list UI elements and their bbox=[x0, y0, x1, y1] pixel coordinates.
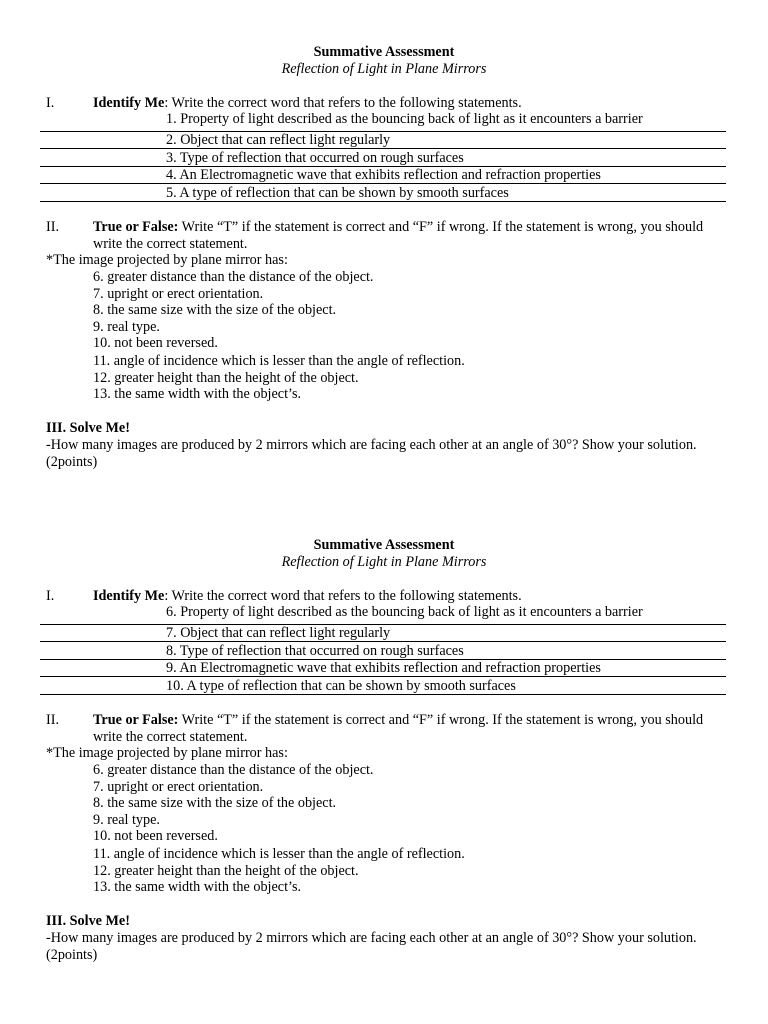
assessment-title: Summative Assessment bbox=[313, 537, 455, 553]
identify-item-text: 1. Property of light described as the bouncing back of light as it encounters a barrier bbox=[166, 111, 643, 127]
part2-instruction-text: Write “T” if the statement is correct and “F” if wrong. If the statement is wrong, you should write the correct statement. bbox=[93, 219, 704, 252]
part3-question: -How many images are produced by 2 mirrors which are facing each other at an angle of 30°? Show your solution. (2points) bbox=[46, 437, 697, 470]
identify-item-text: 5. A type of reflection that can be shown by smooth surfaces bbox=[166, 185, 509, 201]
identify-item bbox=[40, 185, 726, 202]
identify-item bbox=[40, 132, 726, 149]
part1-numeral: I. bbox=[46, 588, 55, 604]
assessment-subtitle: Reflection of Light in Plane Mirrors bbox=[281, 554, 487, 570]
identify-item bbox=[40, 660, 726, 677]
true-false-item: 11. angle of incidence which is lesser than the angle of reflection. bbox=[93, 846, 465, 862]
part2-instruction bbox=[93, 219, 723, 252]
part2-numeral: II. bbox=[46, 219, 59, 235]
part2-note: *The image projected by plane mirror has: bbox=[46, 745, 288, 761]
part2-note: *The image projected by plane mirror has: bbox=[46, 252, 288, 268]
answer-line bbox=[40, 183, 726, 184]
identify-item-text: 6. Property of light described as the bouncing back of light as it encounters a barrier bbox=[166, 604, 643, 620]
true-false-item: 10. not been reversed. bbox=[93, 828, 218, 844]
identify-item-text: 10. A type of reflection that can be shown by smooth surfaces bbox=[166, 678, 516, 694]
part1-instruction-text: : Write the correct word that refers to the following statements. bbox=[164, 95, 522, 111]
identify-item bbox=[40, 678, 726, 695]
true-false-item: 8. the same size with the size of the object. bbox=[93, 795, 337, 811]
part2-instruction bbox=[93, 712, 723, 745]
identify-item-text: 7. Object that can reflect light regularly bbox=[166, 625, 391, 641]
part2-instruction-text: Write “T” if the statement is correct and “F” if wrong. If the statement is wrong, you should write the correct statement. bbox=[93, 712, 704, 745]
answer-line bbox=[40, 694, 726, 695]
identify-item bbox=[40, 604, 726, 621]
part1-instruction-text: : Write the correct word that refers to the following statements. bbox=[164, 588, 522, 604]
identify-item bbox=[40, 643, 726, 660]
identify-item-text: 9. An Electromagnetic wave that exhibits reflection and refraction properties bbox=[166, 660, 601, 676]
assessment-subtitle: Reflection of Light in Plane Mirrors bbox=[281, 61, 487, 77]
part3-heading: III. Solve Me! bbox=[46, 420, 130, 436]
identify-item-text: 4. An Electromagnetic wave that exhibits reflection and refraction properties bbox=[166, 167, 601, 183]
identify-item bbox=[40, 167, 726, 184]
true-false-item: 11. angle of incidence which is lesser than the angle of reflection. bbox=[93, 353, 465, 369]
identify-item-text: 3. Type of reflection that occurred on rough surfaces bbox=[166, 150, 464, 166]
part2-label: True or False: bbox=[93, 712, 179, 728]
assessment-title: Summative Assessment bbox=[313, 44, 455, 60]
true-false-item: 7. upright or erect orientation. bbox=[93, 779, 264, 795]
identify-item bbox=[40, 625, 726, 642]
part2-numeral: II. bbox=[46, 712, 59, 728]
identify-item-text: 2. Object that can reflect light regularly bbox=[166, 132, 391, 148]
true-false-item: 13. the same width with the object’s. bbox=[93, 386, 302, 402]
part3-question: -How many images are produced by 2 mirrors which are facing each other at an angle of 30°? Show your solution. (2points) bbox=[46, 930, 697, 963]
identify-item-text: 8. Type of reflection that occurred on rough surfaces bbox=[166, 643, 464, 659]
true-false-item: 6. greater distance than the distance of the object. bbox=[93, 762, 374, 778]
true-false-item: 10. not been reversed. bbox=[93, 335, 218, 351]
answer-line bbox=[40, 676, 726, 677]
answer-line bbox=[40, 641, 726, 642]
true-false-item: 6. greater distance than the distance of the object. bbox=[93, 269, 374, 285]
part2-label: True or False: bbox=[93, 219, 179, 235]
answer-line bbox=[40, 201, 726, 202]
true-false-item: 13. the same width with the object’s. bbox=[93, 879, 302, 895]
identify-item bbox=[40, 150, 726, 167]
part1-label: Identify Me bbox=[93, 588, 165, 604]
part1-label: Identify Me bbox=[93, 95, 165, 111]
part1-instruction bbox=[93, 588, 723, 605]
identify-item bbox=[40, 111, 726, 128]
true-false-item: 9. real type. bbox=[93, 319, 160, 335]
true-false-item: 8. the same size with the size of the object. bbox=[93, 302, 337, 318]
part3-heading: III. Solve Me! bbox=[46, 913, 130, 929]
true-false-item: 7. upright or erect orientation. bbox=[93, 286, 264, 302]
true-false-item: 12. greater height than the height of the object. bbox=[93, 370, 359, 386]
answer-line bbox=[40, 148, 726, 149]
part1-numeral: I. bbox=[46, 95, 55, 111]
part1-instruction bbox=[93, 95, 723, 112]
true-false-item: 9. real type. bbox=[93, 812, 160, 828]
true-false-item: 12. greater height than the height of the object. bbox=[93, 863, 359, 879]
